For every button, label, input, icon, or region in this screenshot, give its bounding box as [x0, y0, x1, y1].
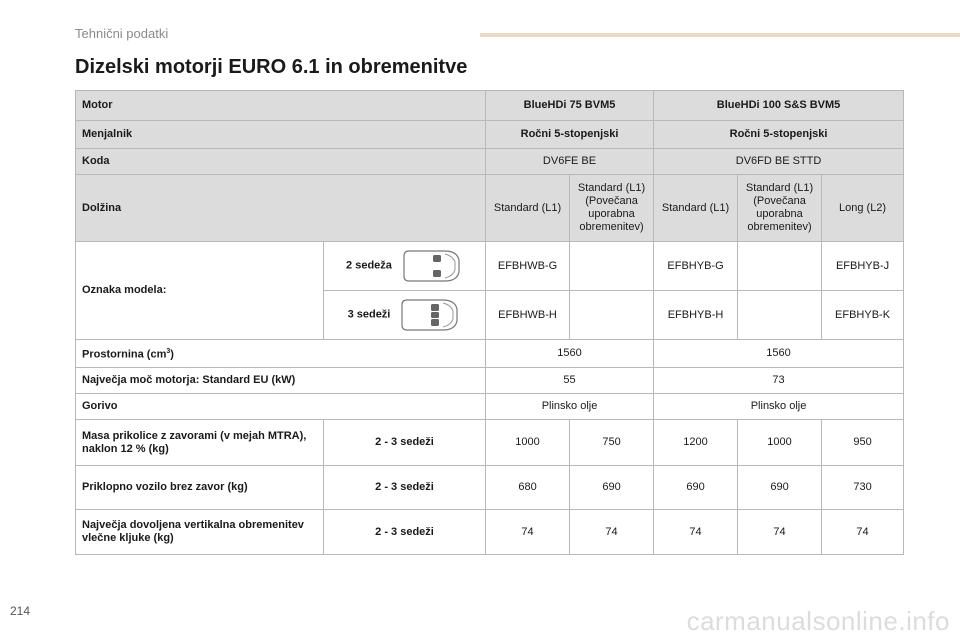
table-row: [76, 466, 904, 510]
table-row: [76, 394, 904, 420]
table-row: [76, 420, 904, 466]
table-row: [76, 121, 904, 149]
cell-oznaka-3-5: EFBHYB-K: [822, 291, 904, 340]
row-label-motor: Motor: [76, 91, 486, 121]
row-label-priklopno: Priklopno vozilo brez zavor (kg): [76, 466, 324, 510]
cell-priklopno-1: 680: [486, 466, 570, 510]
cell-dolzina-4: Standard (L1) (Povečana uporabna obremenitev): [738, 175, 822, 242]
cell-oznaka-3-2: [570, 291, 654, 340]
table-row: [76, 368, 904, 394]
table-row: [76, 149, 904, 175]
van-three-seats-icon: [399, 297, 461, 333]
van-two-seats-icon: [401, 248, 463, 284]
cell-dolzina-2: Standard (L1) (Povečana uporabna obremenitev): [570, 175, 654, 242]
cell-prostornina-1: 1560: [486, 340, 654, 368]
table-row: [76, 175, 904, 242]
cell-koda-2: DV6FD BE STTD: [654, 149, 904, 175]
cell-koda-1: DV6FE BE: [486, 149, 654, 175]
cell-oznaka-3-3: EFBHYB-H: [654, 291, 738, 340]
cell-moc-2: 73: [654, 368, 904, 394]
cell-prostornina-2: 1560: [654, 340, 904, 368]
row-label-koda: Koda: [76, 149, 486, 175]
cell-oznaka-2-2: [570, 242, 654, 291]
cell-dolzina-1: Standard (L1): [486, 175, 570, 242]
cell-priklopno-2: 690: [570, 466, 654, 510]
cell-motor-100: BlueHDi 100 S&S BVM5: [654, 91, 904, 121]
cell-masa-2: 750: [570, 420, 654, 466]
cell-oznaka-2-4: [738, 242, 822, 291]
cell-vertikalna-1: 74: [486, 510, 570, 555]
row-label-moc: Največja moč motorja: Standard EU (kW): [76, 368, 486, 394]
seat-label: 2 sedeža: [346, 259, 392, 272]
cell-vertikalna-2: 74: [570, 510, 654, 555]
page-title: Dizelski motorji EURO 6.1 in obremenitve: [75, 56, 468, 78]
cell-oznaka-2-1: EFBHWB-G: [486, 242, 570, 291]
cell-masa-3: 1200: [654, 420, 738, 466]
seats-priklopno: 2 - 3 sedeži: [324, 466, 486, 510]
header-rule: [480, 33, 960, 37]
page-number: 214: [10, 604, 31, 618]
cell-gorivo-1: Plinsko olje: [486, 394, 654, 420]
seat-config-2: [324, 242, 486, 291]
row-label-dolzina: Dolžina: [76, 175, 486, 242]
section-label: Tehnični podatki: [75, 26, 169, 41]
row-label-prostornina: Prostornina $(cm^3)$: [76, 340, 486, 368]
seats-vertikalna: 2 - 3 sedeži: [324, 510, 486, 555]
cell-moc-1: 55: [486, 368, 654, 394]
cell-priklopno-3: 690: [654, 466, 738, 510]
cell-masa-5: 950: [822, 420, 904, 466]
cell-dolzina-3: Standard (L1): [654, 175, 738, 242]
cell-masa-1: 1000: [486, 420, 570, 466]
spec-table: [75, 90, 904, 555]
row-label-gorivo: Gorivo: [76, 394, 486, 420]
table-row: [76, 340, 904, 368]
cell-gorivo-2: Plinsko olje: [654, 394, 904, 420]
cell-vertikalna-4: 74: [738, 510, 822, 555]
cell-masa-4: 1000: [738, 420, 822, 466]
cell-priklopno-5: 730: [822, 466, 904, 510]
cell-oznaka-2-3: EFBHYB-G: [654, 242, 738, 291]
row-label-menjalnik: Menjalnik: [76, 121, 486, 149]
table-row: [76, 242, 904, 291]
row-label-masa: Masa prikolice z zavorami (v mejah MTRA), naklon 12 % (kg): [76, 420, 324, 466]
cell-oznaka-3-1: EFBHWB-H: [486, 291, 570, 340]
seat-config-3: [324, 291, 486, 340]
cell-oznaka-3-4: [738, 291, 822, 340]
seat-label: 3 sedeži: [347, 308, 391, 321]
table-row: [76, 91, 904, 121]
row-label-oznaka: Oznaka modela:: [76, 242, 324, 340]
cell-menjalnik-2: Ročni 5-stopenjski: [654, 121, 904, 149]
cell-oznaka-2-5: EFBHYB-J: [822, 242, 904, 291]
watermark: carmanualsonline.info: [686, 606, 950, 636]
seats-masa: 2 - 3 sedeži: [324, 420, 486, 466]
cell-dolzina-5: Long (L2): [822, 175, 904, 242]
cell-vertikalna-3: 74: [654, 510, 738, 555]
cell-vertikalna-5: 74: [822, 510, 904, 555]
cell-priklopno-4: 690: [738, 466, 822, 510]
row-label-vertikalna: Največja dovoljena vertikalna obremenitev vlečne kljuke (kg): [76, 510, 324, 555]
table-row: [76, 510, 904, 555]
cell-menjalnik-1: Ročni 5-stopenjski: [486, 121, 654, 149]
cell-motor-75: BlueHDi 75 BVM5: [486, 91, 654, 121]
